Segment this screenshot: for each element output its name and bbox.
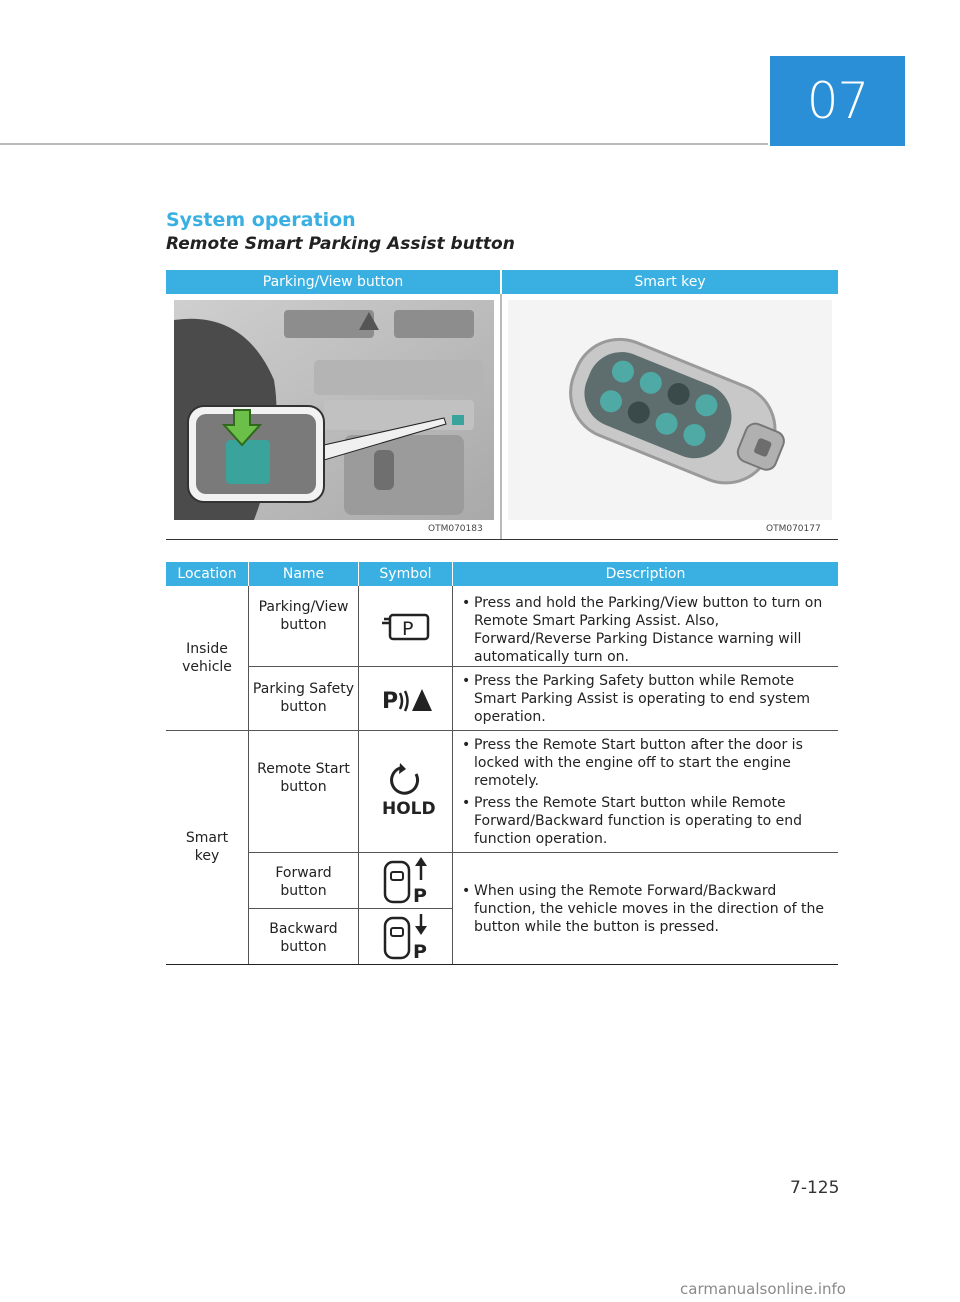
desc-remote-start	[460, 736, 834, 852]
section-title: System operation	[166, 209, 356, 231]
parking-safety-icon	[359, 674, 452, 724]
parking-view-icon	[359, 602, 452, 652]
forward-park-icon	[359, 854, 452, 908]
name-parking-view: Parking/View button	[258, 599, 349, 633]
svg-text:P: P	[381, 689, 398, 714]
backward-park-icon	[359, 910, 452, 964]
figure-left-header: Parking/View button	[166, 270, 500, 294]
header-symbol: Symbol	[359, 562, 452, 586]
chapter-tab: 07	[770, 56, 905, 146]
header-description: Description	[453, 562, 838, 586]
svg-text:P: P	[412, 941, 427, 962]
desc-bullet: • Press the Remote Start button while Remote Forward/Backward function is operating to end function operation.	[460, 794, 834, 848]
header-name: Name	[249, 562, 358, 586]
name-forward: Forward button	[275, 865, 332, 899]
col-divider	[452, 586, 453, 965]
name-backward: Backward button	[269, 921, 338, 955]
figure-bottom-rule	[166, 539, 838, 540]
desc-bullet: • When using the Remote Forward/Backward function, the vehicle moves in the direction of the button while the button is pressed.	[460, 882, 834, 936]
desc-bullet: • Press the Parking Safety button while Remote Smart Parking Assist is operating to end system operation.	[460, 672, 834, 726]
header-location: Location	[166, 562, 248, 586]
row-divider	[248, 908, 452, 909]
location-inside-vehicle: Inside vehicle	[182, 641, 232, 675]
dashboard-photo	[174, 300, 494, 520]
svg-text:P: P	[401, 618, 413, 640]
figure-right-header: Smart key	[502, 270, 838, 294]
name-parking-safety: Parking Safety button	[252, 681, 355, 715]
watermark[interactable]: carmanualsonline.info	[680, 1280, 846, 1298]
remote-start-hold-icon	[359, 758, 452, 824]
location-smart-key: Smart key	[185, 830, 229, 864]
figure-left-code: OTM070183	[428, 524, 483, 534]
desc-parking-safety	[460, 672, 834, 730]
desc-bullet: • Press and hold the Parking/View button to turn on Remote Smart Parking Assist. Also, Forward/Reverse Parking Distance warning will automatically turn on.	[460, 594, 834, 666]
name-remote-start: Remote Start button	[257, 761, 350, 795]
figure-right-code: OTM070177	[766, 524, 821, 534]
desc-parking-view	[460, 594, 834, 670]
row-divider	[166, 730, 838, 731]
page-number: 7-125	[790, 1178, 840, 1198]
row-divider	[248, 852, 838, 853]
header-rule	[0, 143, 768, 145]
desc-bullet: • Press the Remote Start button after the door is locked with the engine off to start the engine remotely.	[460, 736, 834, 790]
figure-divider	[500, 294, 502, 540]
svg-text:P: P	[412, 885, 427, 906]
svg-text:HOLD: HOLD	[381, 799, 436, 819]
smart-key-photo	[508, 300, 832, 520]
desc-forward-backward	[460, 882, 834, 940]
sub-title: Remote Smart Parking Assist button	[166, 234, 515, 254]
table-bottom-rule	[166, 964, 838, 965]
